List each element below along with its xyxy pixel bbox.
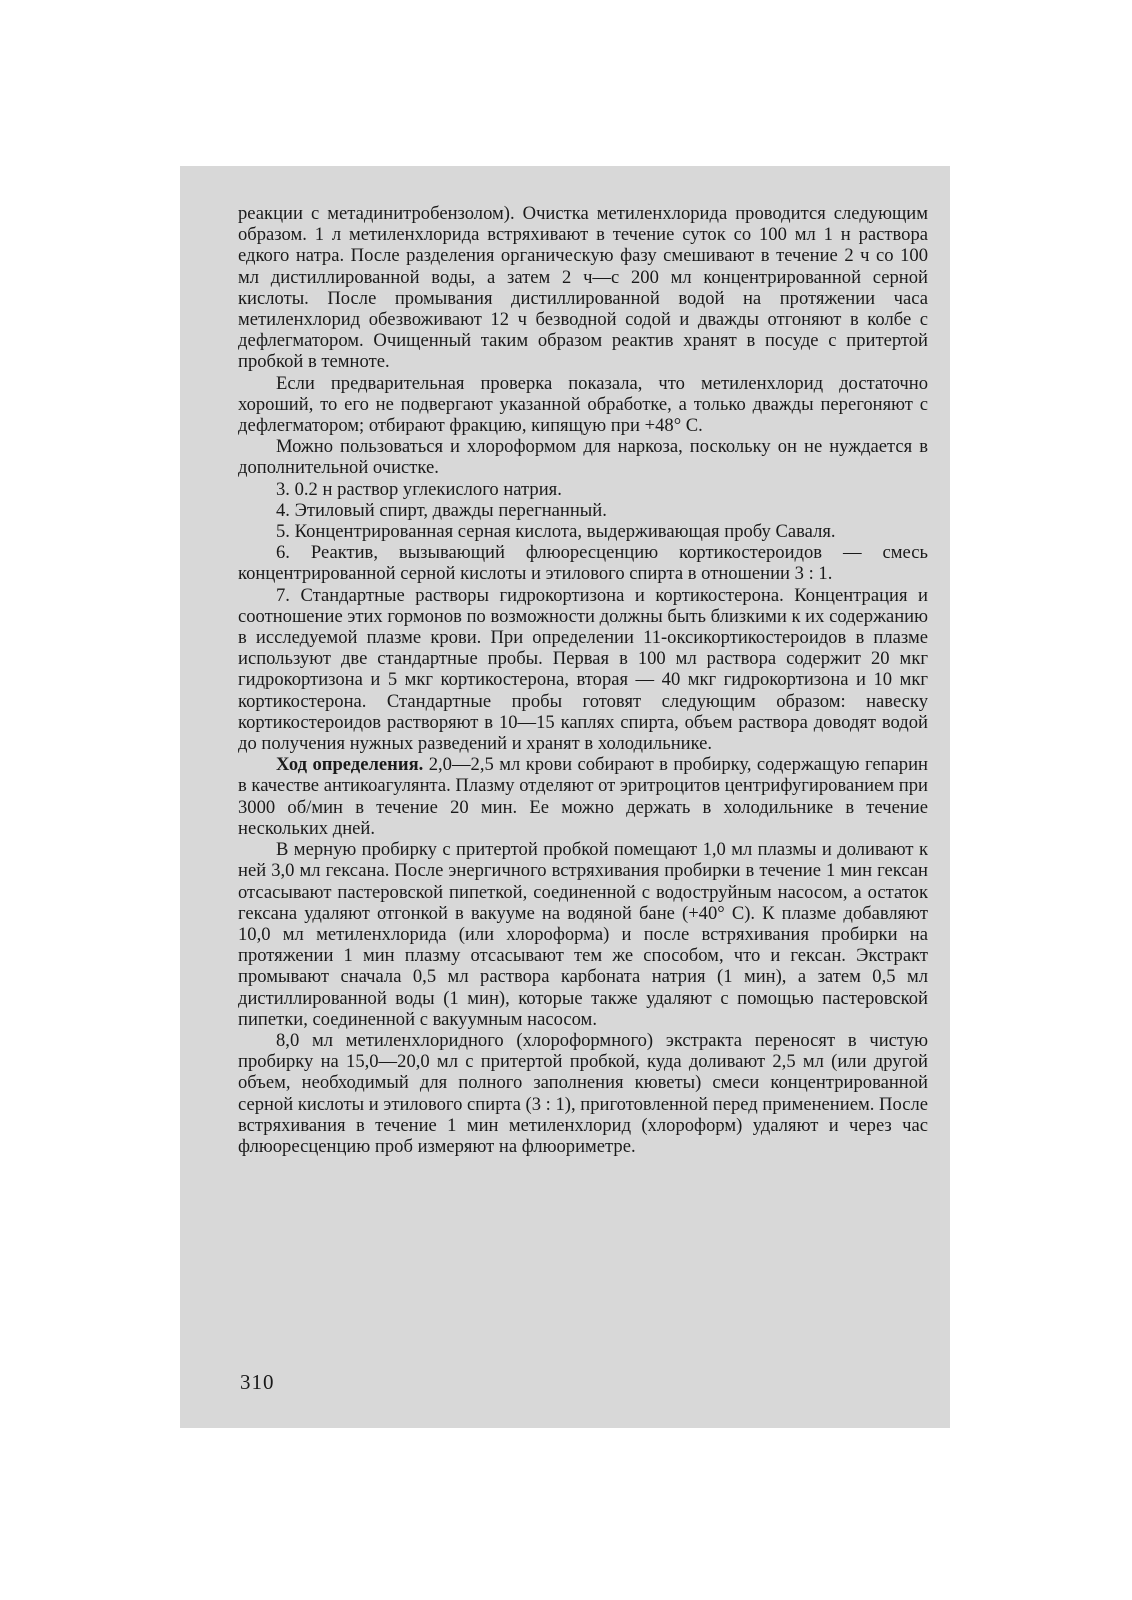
paragraph: реакции с метадинитробензолом). Очистка метиленхлорида проводится следующим образом. 1 л метиленхлорида встряхивают в течение суток со 100 мл 1 н раствора едкого натра. После разделения органическую фазу смешивают в течение 2 ч со 100 мл дистиллированной воды, а затем 2 ч—с 200 мл концентрированной серной кислоты. После промывания дистиллированной водой на протяжении часа метиленхлорид обезвоживают 12 ч безводной содой и дважды отгоняют в колбе с дефлегматором. Очищенный таким образом реактив хранят в посуде с притертой пробкой в темноте. [238, 203, 928, 373]
paragraph: Если предварительная проверка показала, что метиленхлорид достаточно хороший, то его не подвергают указанной обработке, а только дважды перегоняют с дефлегматором; отбирают фракцию, кипящую при +48° С. [238, 372, 928, 437]
paragraph: 8,0 мл метиленхлоридного (хлороформного) экстракта переносят в чистую пробирку на 15,0—20,0 мл с притертой пробкой, куда доливают 2,5 мл (или другой объем, необходимый для полного заполнения кюветы) смеси концентрированной серной кислоты и этилового спирта (3 : 1), приготовленной перед применением. После встряхивания в течение 1 мин метиленхлорид (хлороформ) удаляют и через час флюоресценцию проб измеряют на флюориметре. [238, 1029, 928, 1157]
paragraph: В мерную пробирку с притертой пробкой помещают 1,0 мл плазмы и доливают к ней 3,0 мл гексана. После энергичного встряхивания пробирки в течение 1 мин гексан отсасывают пастеровской пипеткой, соединенной с водоструйным насосом, а остаток гексана удаляют отгонкой в вакууме на водяной бане (+40° С). К плазме добавляют 10,0 мл метиленхлорида (или хлороформа) и после встряхивания пробирки на протяжении 1 мин плазму отсасывают тем же способом, что и гексан. Экстракт промывают сначала 0,5 мл раствора карбоната натрия (1 мин), а затем 0,5 мл дистиллированной воды (1 мин), которые также удаляют с помощью пастеровской пипетки, соединенной с вакуумным насосом. [238, 839, 928, 1030]
page-number: 310 [240, 1370, 275, 1394]
paragraph [238, 754, 928, 839]
list-item: 6. Реактив, вызывающий флюоресценцию кортикостероидов — смесь концентрированной серной кислоты и этилового спирта в отношении 3 : 1. [238, 542, 928, 585]
paragraph: Можно пользоваться и хлороформом для наркоза, поскольку он не нуждается в дополнительной очистке. [238, 436, 928, 479]
page-body-text [238, 203, 928, 1157]
paragraph-text: 2,0—2,5 мл крови собирают в пробирку, содержащую гепарин в качестве антикоагулянта. Плазму отделяют от эритроцитов центрифугированием при 3000 об/мин в течение 20 мин. Ее можно держать в холодильнике в течение нескольких дней. [238, 754, 929, 839]
list-item: 7. Стандартные растворы гидрокортизона и кортикостерона. Концентрация и соотношение этих гормонов по возможности должны быть близкими к их содержанию в исследуемой плазме крови. При определении 11-оксикортикостероидов в плазме используют две стандартные пробы. Первая в 100 мл раствора содержит 20 мкг гидрокортизона и 5 мкг кортикостерона, вторая — 40 мкг гидрокортизона и 10 мкг кортикостерона. Стандартные пробы готовят следующим образом: навеску кортикостероидов растворяют в 10—15 каплях спирта, объем раствора доводят водой до получения нужных разведений и хранят в холодильнике. [238, 584, 928, 755]
list-item: 4. Этиловый спирт, дважды перегнанный. [276, 499, 607, 521]
section-heading: Ход определения. [276, 754, 424, 776]
list-item: 3. 0.2 н раствор углекислого натрия. [276, 478, 562, 500]
list-item: 5. Концентрированная серная кислота, выдерживающая пробу Саваля. [276, 521, 836, 543]
